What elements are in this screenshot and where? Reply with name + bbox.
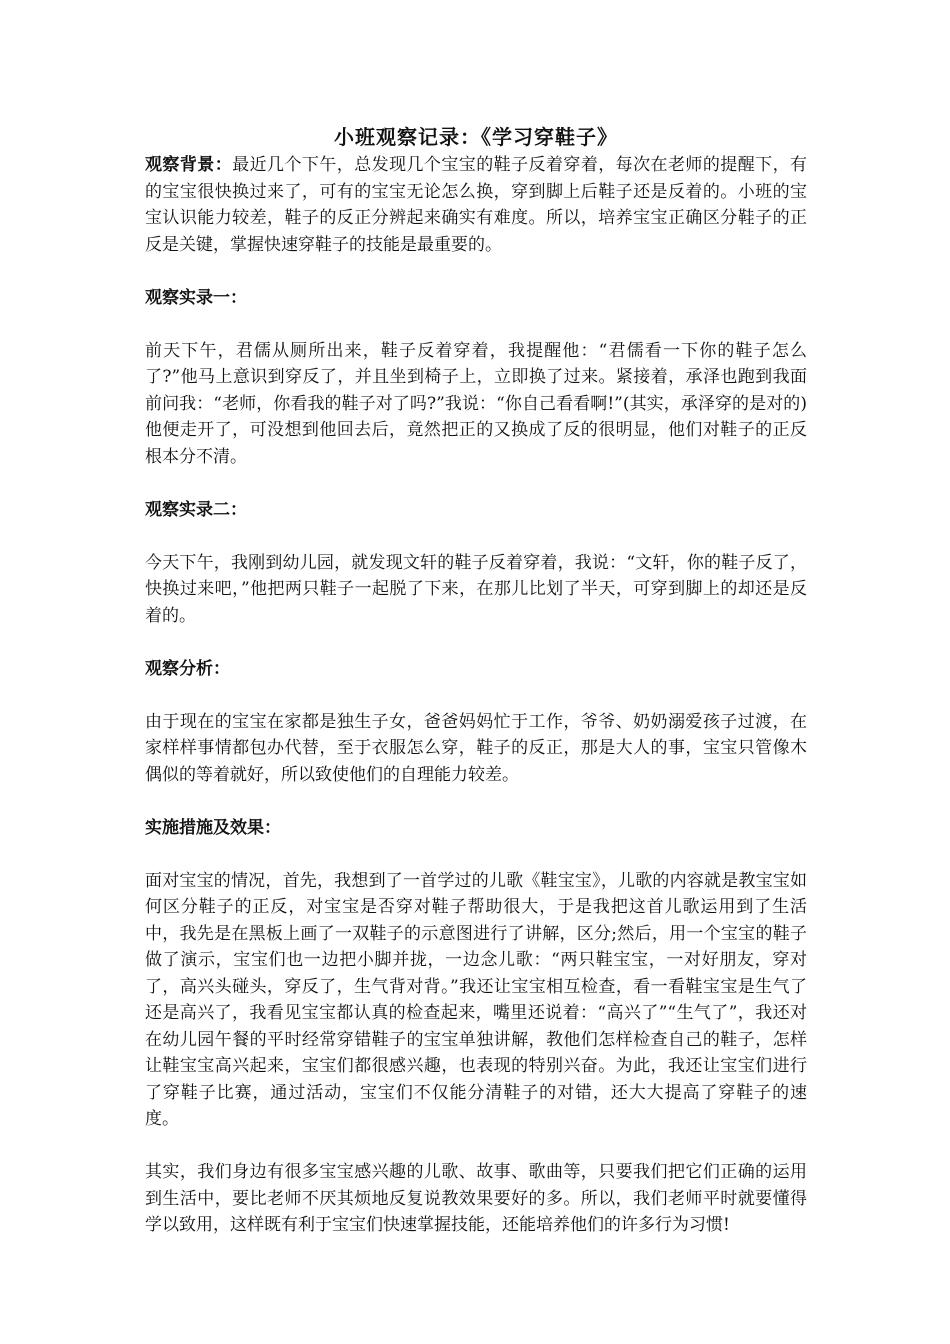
conclusion-text: 其实，我们身边有很多宝宝感兴趣的儿歌、故事、歌曲等，只要我们把它们正确的运用到生活中，要比老师不厌其烦地反复说教效果要好的多。所以，我们老师平时就要懂得学以致用，这样既有利于宝宝们快速掌握技能，还能培养他们的许多行为习惯! [145, 1162, 807, 1235]
background-text: 最近几个下午，总发现几个宝宝的鞋子反着穿着，每次在老师的提醒下，有的宝宝很快换过来了，可有的宝宝无论怎么换，穿到脚上后鞋子还是反着的。小班的宝宝认识能力较差，鞋子的反正分辨起来确实有难度。所以，培养宝宝正确区分鞋子的正反是关键，掌握快速穿鞋子的技能是最重要的。 [145, 155, 808, 255]
document-title: 小班观察记录：《学习穿鞋子》 [334, 125, 618, 149]
spacer [145, 523, 807, 550]
analysis-heading: 观察分析： [145, 658, 230, 679]
document-page [145, 124, 807, 1239]
record1-heading: 观察实录一： [145, 287, 247, 308]
spacer [145, 841, 807, 868]
record2-text: 今天下午，我刚到幼儿园，就发现文轩的鞋子反着穿着，我说：“文轩，你的鞋子反了，快换过来吧，”他把两只鞋子一起脱了下来，在那儿比划了半天，可穿到脚上的却还是反着的。 [145, 552, 807, 626]
record1-text: 前天下午，君儒从厕所出来，鞋子反着穿着，我提醒他：“君儒看一下你的鞋子怎么了?”他马上意识到穿反了，并且坐到椅子上，立即换了过来。紧接着，承泽也跑到我面前问我：“老师，你看我的鞋子对了吗?”我说：“你自己看看啊!”(其实，承泽穿的是对的)他便走开了，可没想到他回去后，竟然把正的又换成了反的很明显，他们对鞋子的正反根本分不清。 [145, 340, 807, 467]
spacer [145, 311, 807, 338]
spacer [145, 788, 807, 815]
measures-text: 面对宝宝的情况，首先，我想到了一首学过的儿歌《鞋宝宝》，儿歌的内容就是教宝宝如何区分鞋子的正反，对宝宝是否穿对鞋子帮助很大，于是我把这首儿歌运用到了生活中，我先是在黑板上画了一双鞋子的示意图进行了讲解，区分;然后，用一个宝宝的鞋子做了演示，宝宝们也一边把小脚并拢，一边念儿歌：“两只鞋宝宝，一对好朋友，穿对了，高兴头碰头，穿反了，生气背对背。”我还让宝宝相互检查，看一看鞋宝宝是生气了还是高兴了，我看见宝宝都认真的检查起来，嘴里还说着：“高兴了”“生气了”，我还对在幼儿园午餐的平时经常穿错鞋子的宝宝单独讲解，教他们怎样检查自己的鞋子，怎样让鞋宝宝高兴起来，宝宝们都很感兴趣，也表现的特别兴奋。为此，我还让宝宝们进行了穿鞋子比赛，通过活动，宝宝们不仅能分清鞋子的对错，还大大提高了穿鞋子的速度。 [145, 870, 807, 1129]
background-label: 观察背景： [145, 155, 233, 175]
spacer [145, 1133, 807, 1160]
background-paragraph [145, 152, 807, 258]
measures-heading: 实施措施及效果： [145, 817, 281, 838]
spacer [145, 682, 807, 709]
spacer [145, 470, 807, 497]
analysis-text: 由于现在的宝宝在家都是独生子女，爸爸妈妈忙于工作，爷爷、奶奶溺爱孩子过渡，在家样样事情都包办代替，至于衣服怎么穿，鞋子的反正，那是大人的事，宝宝只管像木偶似的等着就好，所以致使他们的自理能力较差。 [145, 711, 807, 785]
record2-heading: 观察实录二： [145, 499, 247, 520]
spacer [145, 629, 807, 656]
spacer [145, 258, 807, 285]
